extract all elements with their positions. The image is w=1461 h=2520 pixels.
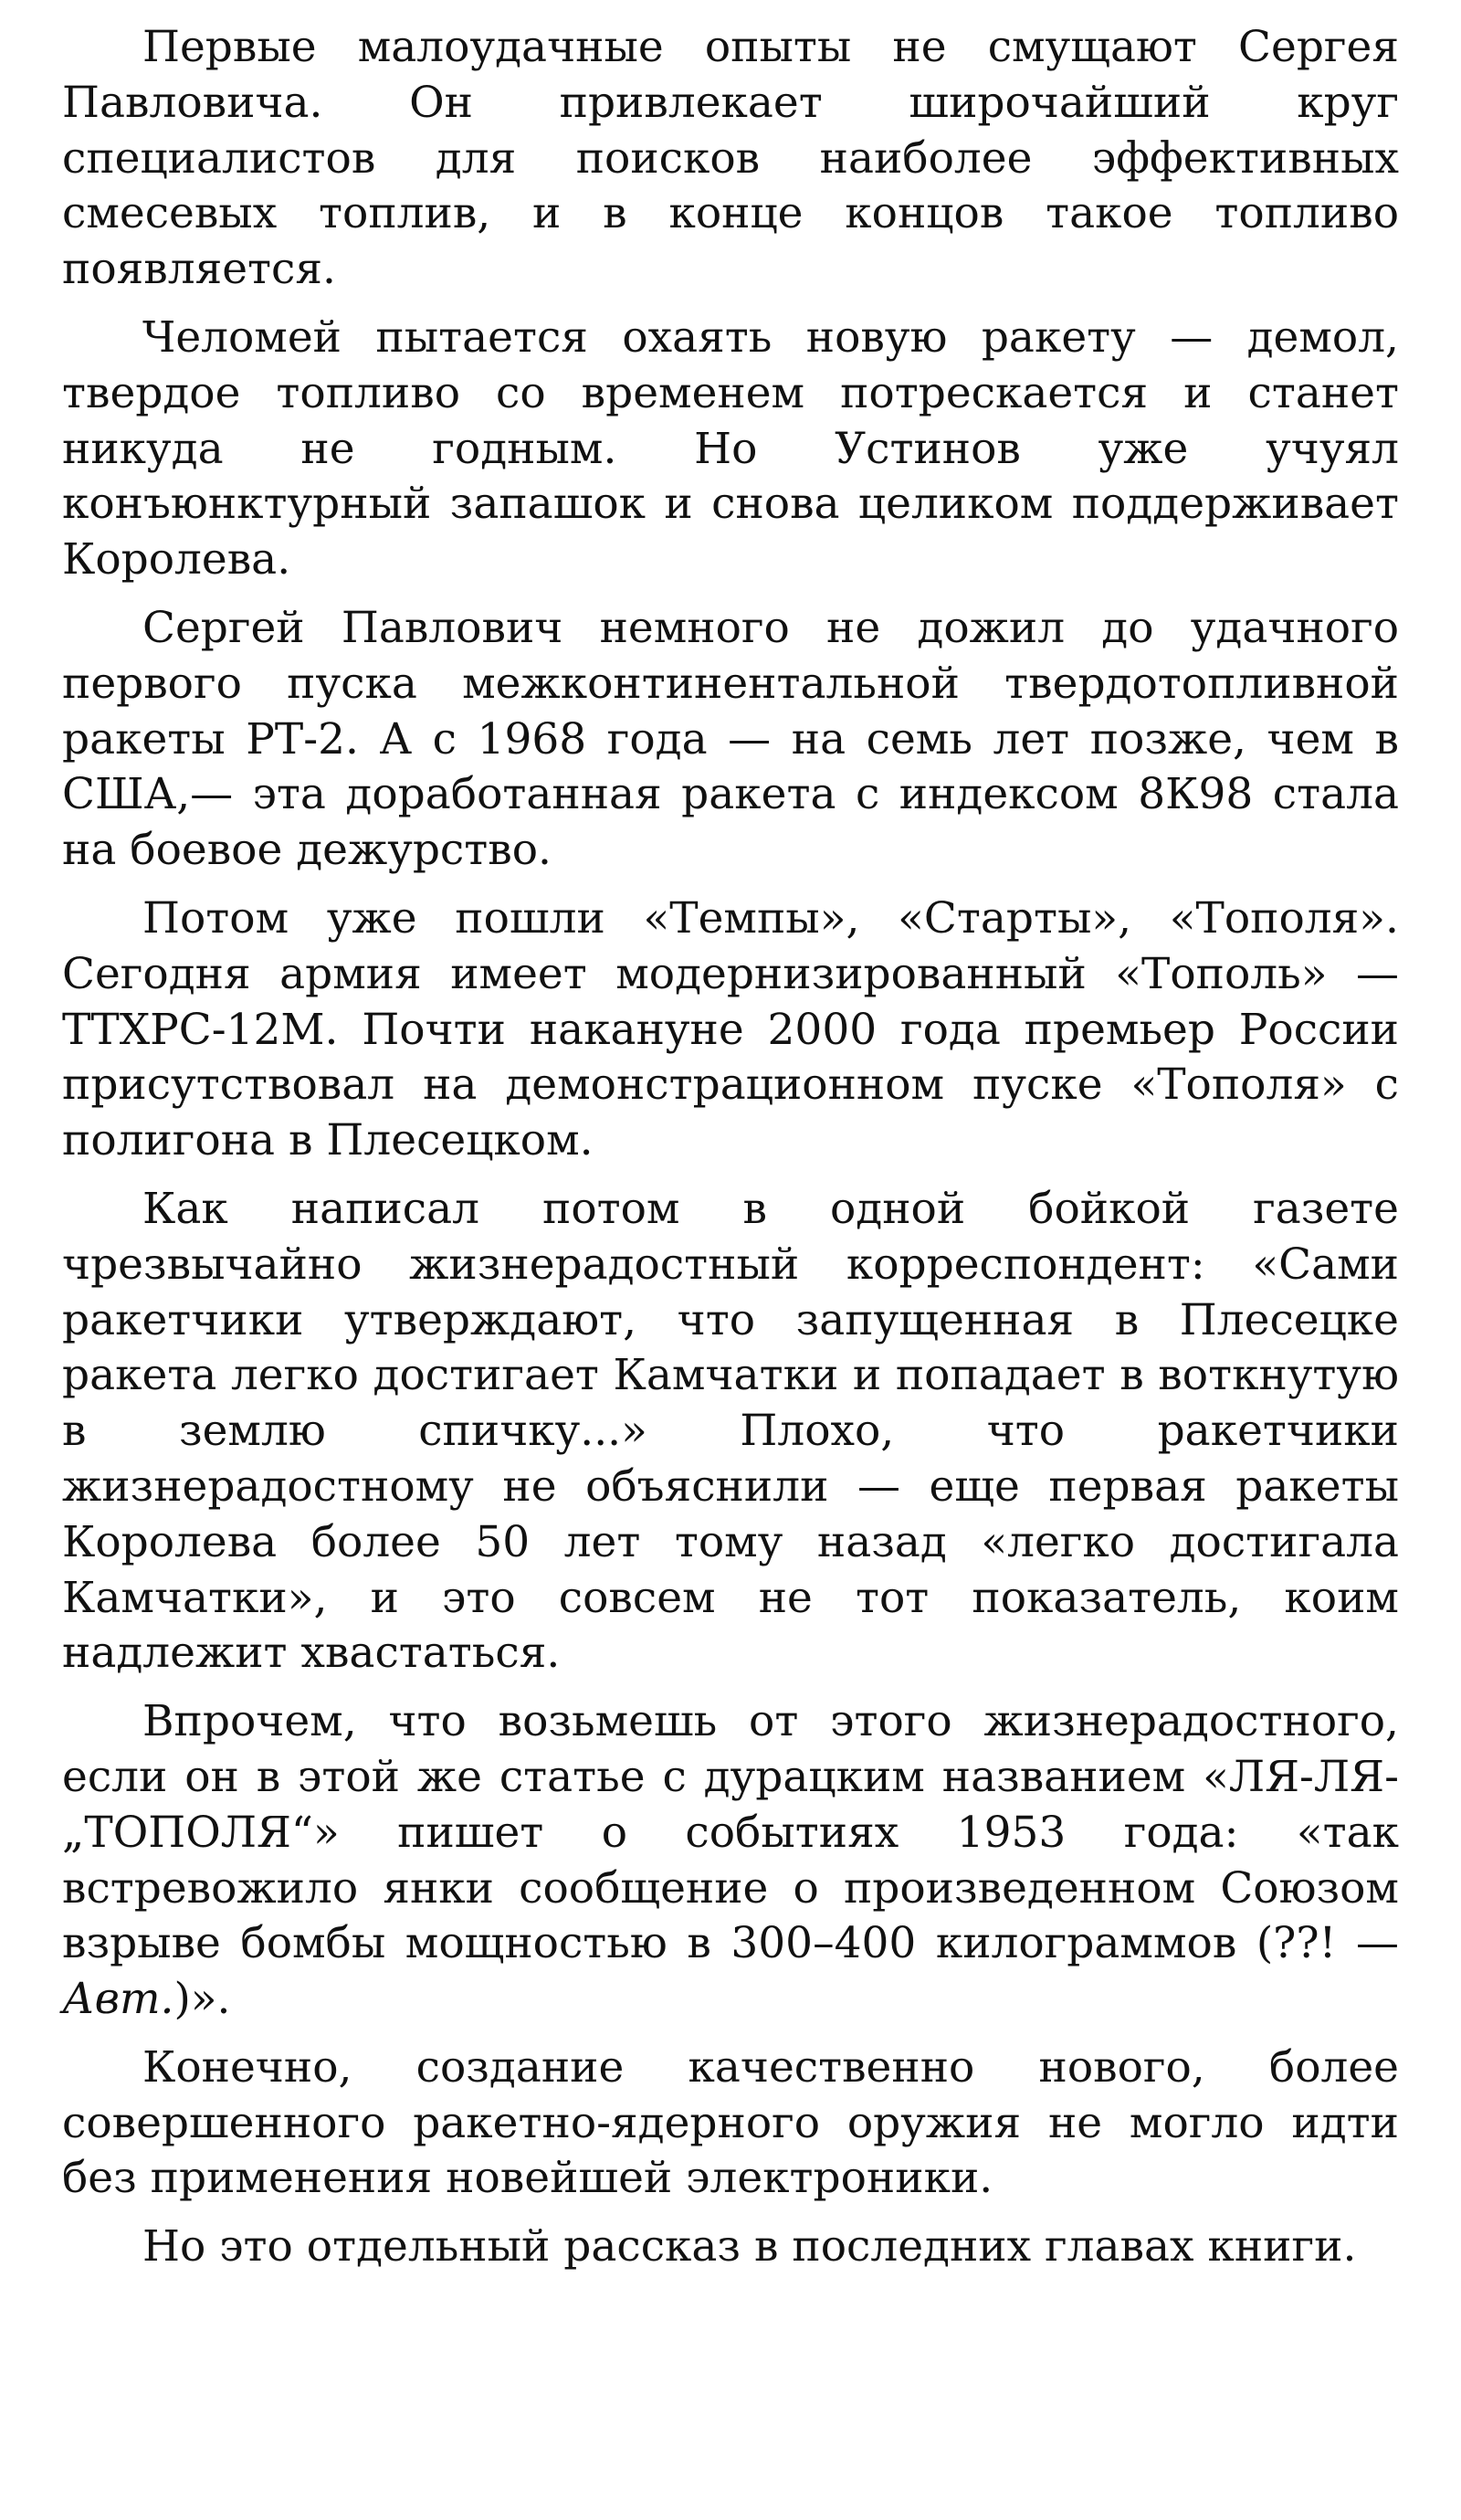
paragraph-1: Первые малоудачные опыты не смущают Сергея Павловича. Он привлекает широчайший круг специалистов для поисков наиболее эффективных смесевых топлив, и в конце концов такое топливо появляется. [62, 22, 1399, 295]
paragraph-2: Челомей пытается охаять новую ракету — демол, твердое топливо со временем потрескается и станет никуда не годным. Но Устинов уже учуял конъюнктурный запашок и снова целиком поддерживает Королева. [62, 311, 1399, 585]
paragraph-6-author-note: Авт. [62, 1974, 174, 2025]
paragraph-5: Как написал потом в одной бойкой газете чрезвычайно жизнерадостный корреспондент: «Сами ракетчики утверждают, что запущенная в Плесецке ракета легко достигает Камчатки и попадает в воткнутую в землю спичку...» Плохо, что ракетчики жизнерадостному не объяснили — еще первая ракеты Королева более 50 лет тому назад «легко достигала Камчатки», и это совсем не тот показатель, коим надлежит хвастаться. [62, 1183, 1399, 1679]
paragraph-6-text-before: Впрочем, что возьмешь от этого жизнерадостного, если он в этой же статье с дурацким названием «ЛЯ-ЛЯ-„ТОПОЛЯ“» пишет о событиях 1953 года: «так встревожило янки сообщение о произведенном Союзом взрыве бомбы мощностью в 300–400 килограммов (??! — [62, 1696, 1399, 1969]
paragraph-6-text-after: )». [173, 1974, 231, 2025]
paragraph-3: Сергей Павлович немного не дожил до удачного первого пуска межконтинентальной твердотопливной ракеты РТ-2. А с 1968 года — на семь лет позже, чем в США,— эта доработанная ракета с индексом 8К98 стала на боевое дежурство. [62, 602, 1399, 876]
paragraph-7: Конечно, создание качественно нового, более совершенного ракетно-ядерного оружия не могло идти без применения новейшей электроники. [62, 2041, 1399, 2204]
book-page [62, 20, 1399, 2288]
paragraph-4: Потом уже пошли «Темпы», «Старты», «Тополя». Сегодня армия имеет модернизированный «Тополь» — ТТХРС-12М. Почти накануне 2000 года премьер России присутствовал на демонстрационном пуске «Тополя» с полигона в Плесецком. [62, 892, 1399, 1166]
paragraph-8: Но это отдельный рассказ в последних главах книги. [142, 2221, 1357, 2272]
paragraph-6 [62, 1694, 1399, 2028]
